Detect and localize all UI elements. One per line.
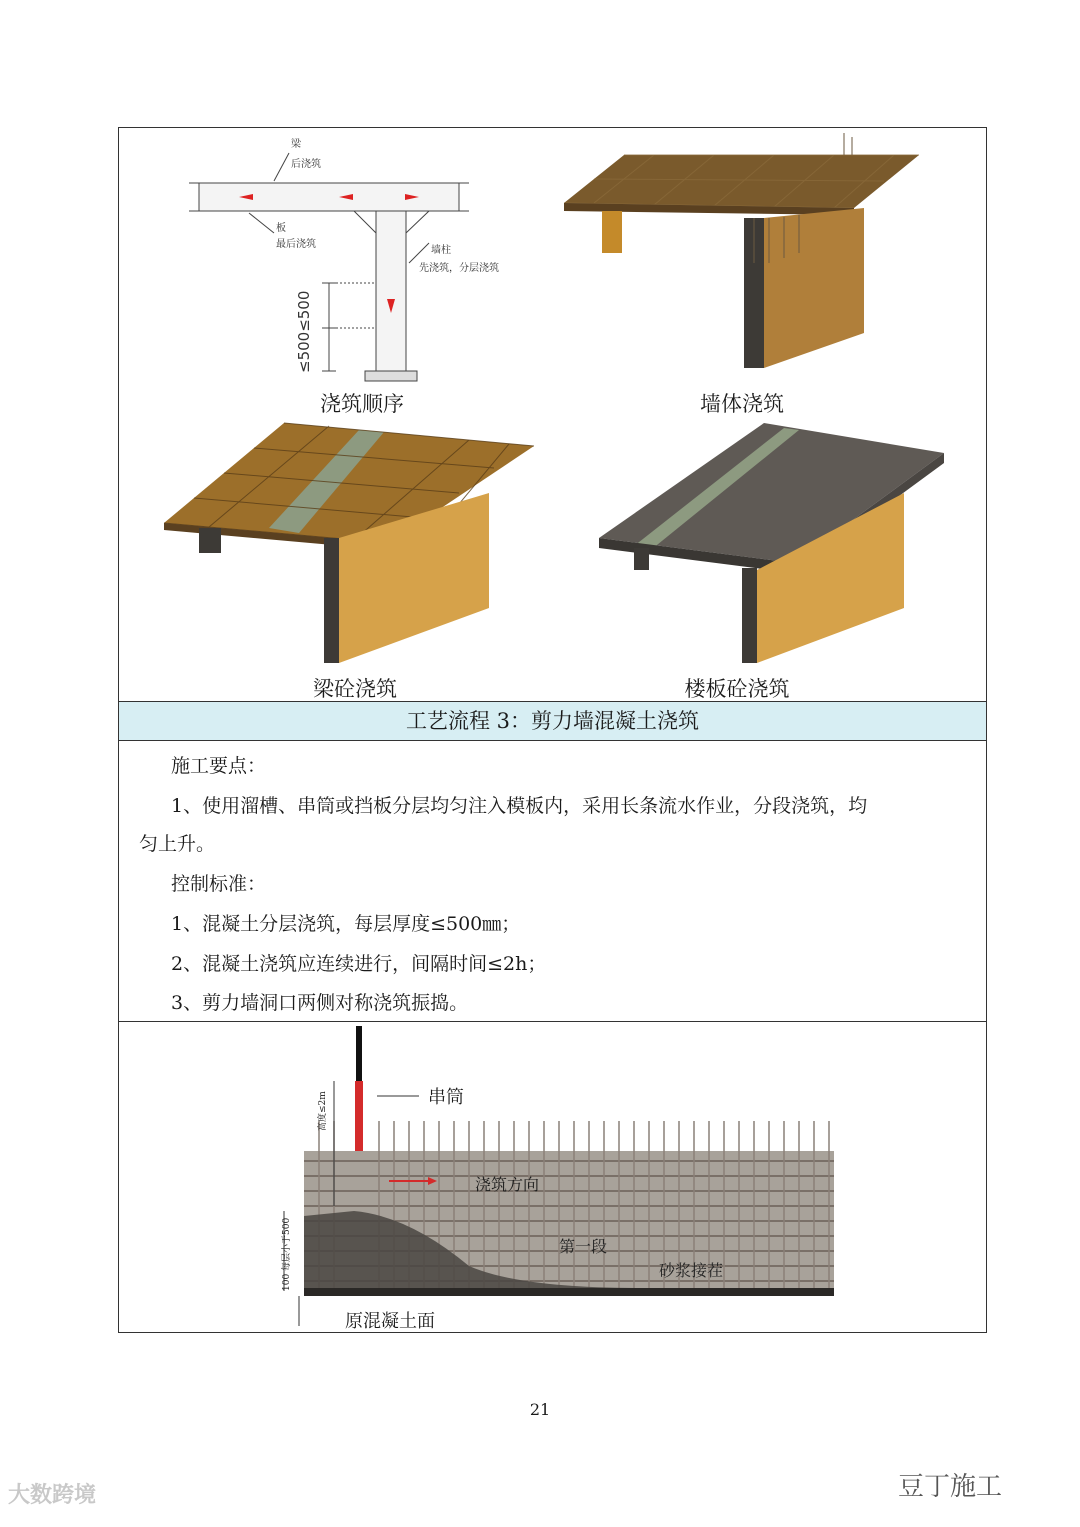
label-wall-column: 墙柱 <box>431 245 451 256</box>
label-wall-first: 先浇筑，分层浇筑 <box>419 263 499 274</box>
label-layer: 100 每层小于500 <box>282 1217 292 1291</box>
pour-sequence-diagram <box>179 133 519 388</box>
label-beam: 梁 <box>291 139 301 150</box>
layered-pour-diagram <box>259 1026 859 1326</box>
wall-pour-illustration <box>554 133 934 388</box>
standards-title: 控制标准： <box>171 873 267 895</box>
page-number: 21 <box>529 1400 551 1419</box>
page-frame <box>118 127 987 1333</box>
standard-3: 3、剪力墙洞口两侧对称浇筑振捣。 <box>171 992 469 1014</box>
process-banner: 工艺流程 3：剪力墙混凝土浇筑 <box>119 701 986 741</box>
watermark-left: 大数跨境 <box>8 1483 97 1508</box>
caption-wall-pour: 墙体浇筑 <box>700 392 784 416</box>
label-dimension: ≤500≤500 <box>295 290 313 373</box>
label-chute: 串筒 <box>428 1087 464 1108</box>
watermark-right: 豆丁施工 <box>898 1472 1003 1502</box>
bottom-figure <box>119 1021 986 1332</box>
point-1-line-1: 1、使用溜槽、串筒或挡板分层均匀注入模板内，采用长条流水作业，分段浇筑，均 <box>171 795 868 817</box>
label-mortar-joint: 砂浆接茬 <box>659 1261 724 1280</box>
label-slab-last: 最后浇筑 <box>276 239 316 250</box>
label-beam-later: 后浇筑 <box>291 159 321 170</box>
standard-2: 2、混凝土浇筑应连续进行，间隔时间≤2h； <box>171 953 547 975</box>
slab-pour-illustration <box>594 418 954 668</box>
label-first-section: 第一段 <box>559 1237 608 1256</box>
caption-slab-pour: 楼板砼浇筑 <box>684 677 790 701</box>
caption-pour-sequence: 浇筑顺序 <box>320 392 404 416</box>
label-original-surface: 原混凝土面 <box>345 1311 435 1332</box>
point-1-line-2: 匀上升。 <box>139 833 216 855</box>
caption-beam-pour: 梁砼浇筑 <box>313 677 397 701</box>
points-title: 施工要点： <box>171 755 267 777</box>
beam-pour-illustration <box>159 418 539 668</box>
label-pour-direction: 浇筑方向 <box>475 1175 540 1194</box>
standard-1: 1、混凝土分层浇筑，每层厚度≤500㎜； <box>171 913 521 935</box>
figure-grid <box>119 128 986 701</box>
label-height: 高度≤2m <box>318 1091 328 1131</box>
label-slab: 板 <box>276 223 286 234</box>
text-section <box>119 741 986 1022</box>
